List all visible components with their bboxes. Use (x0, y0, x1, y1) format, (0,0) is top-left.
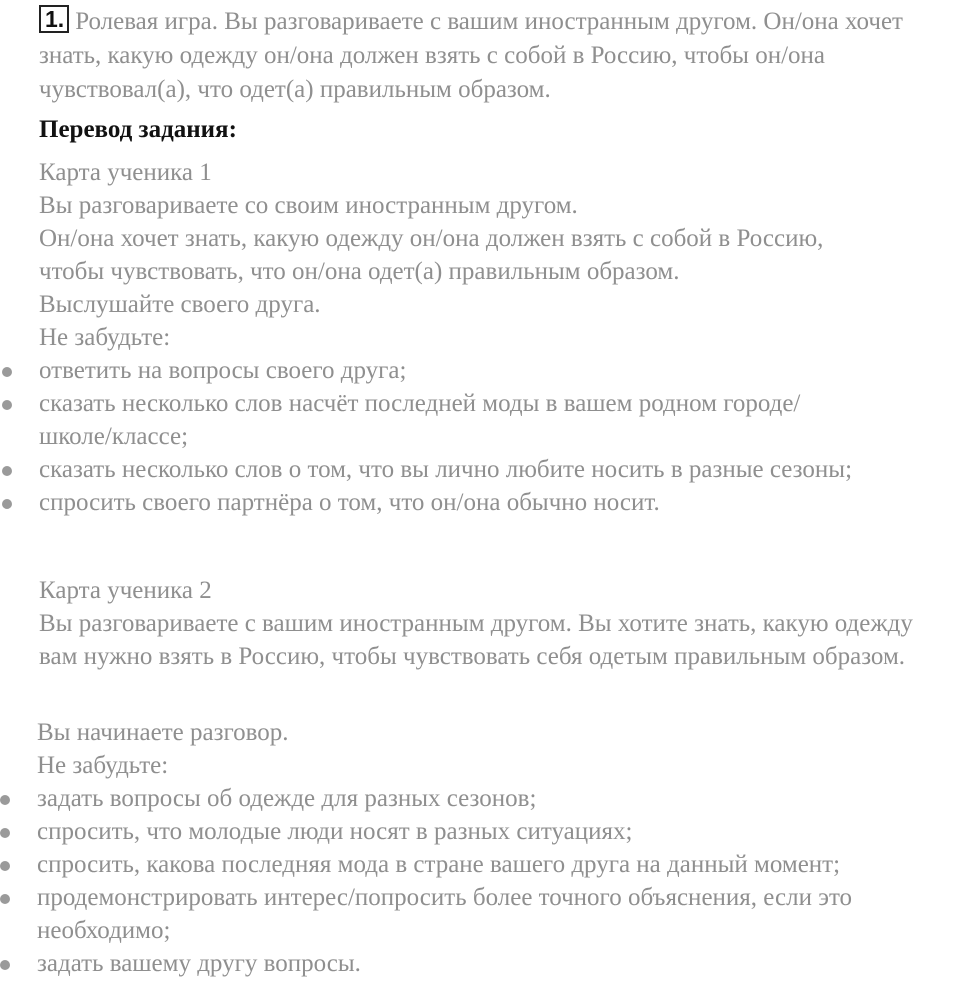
list-item: продемонстрировать интерес/попросить более точного объяснения, если это необходимо; (37, 881, 952, 947)
student-card-2-tasks (37, 716, 947, 980)
student-card-1 (39, 156, 949, 519)
card1-line: Он/она хочет знать, какую одежду он/она должен взять с собой в Россию, (39, 225, 824, 252)
card2-intro: Вы разговариваете с вашим иностранным другом. Вы хотите знать, какую одежду вам нужно взять в Россию, чтобы чувствовать себя одетым правильным образом. (39, 610, 913, 670)
student-card-2 (39, 574, 949, 673)
card1-bullet-list (39, 354, 949, 519)
list-item: сказать несколько слов насчёт последней моды в вашем родном городе/школе/классе; (39, 387, 839, 453)
list-item: задать вашему другу вопросы. (37, 947, 947, 980)
bullet-icon (2, 466, 12, 476)
list-item: сказать несколько слов о том, что вы лично любите носить в разные сезоны; (39, 453, 949, 486)
list-item: спросить своего партнёра о том, что он/она обычно носит. (39, 486, 949, 519)
card2-line: Не забудьте: (37, 752, 169, 779)
bullet-icon (2, 400, 12, 410)
bullet-icon (0, 960, 10, 970)
bullet-icon (0, 861, 10, 871)
list-item: ответить на вопросы своего друга; (39, 354, 949, 387)
card1-line: чтобы чувствовать, что он/она одет(а) правильным образом. (39, 258, 680, 285)
list-item: спросить, какова последняя мода в стране вашего друга на данный момент; (37, 848, 947, 881)
card1-line: Вы разговариваете со своим иностранным другом. (39, 192, 578, 219)
task-text: Ролевая игра. Вы разговариваете с вашим иностранным другом. Он/она хочет знать, какую одежду он/она должен взять с собой в Россию, чтобы он/она чувствовал(а), что одет(а) правильным образом. (39, 8, 903, 103)
list-item: задать вопросы об одежде для разных сезонов; (37, 782, 947, 815)
card1-title: Карта ученика 1 (39, 159, 212, 186)
card2-line: Вы начинаете разговор. (37, 719, 289, 746)
task-number: 1. (39, 5, 69, 33)
bullet-icon (2, 499, 12, 509)
bullet-icon (0, 828, 10, 838)
card1-line: Не забудьте: (39, 324, 171, 351)
card1-line: Выслушайте своего друга. (39, 291, 321, 318)
translation-heading: Перевод задания: (39, 116, 237, 143)
bullet-icon (0, 894, 10, 904)
card2-title: Карта ученика 2 (39, 577, 212, 604)
bullet-icon (2, 367, 12, 377)
task-statement (39, 5, 944, 107)
bullet-icon (0, 795, 10, 805)
card2-bullet-list (37, 782, 947, 980)
list-item: спросить, что молодые люди носят в разных ситуациях; (37, 815, 947, 848)
